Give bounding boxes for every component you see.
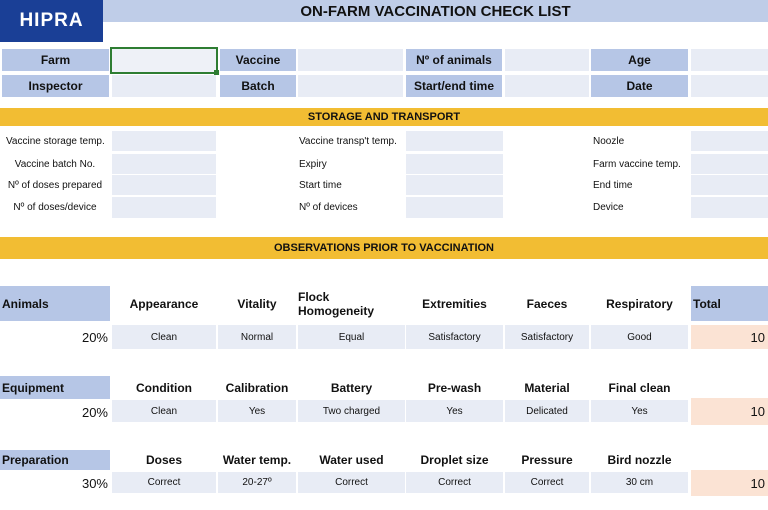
animals-label: Animals — [0, 286, 110, 321]
column-header: Final clean — [608, 380, 671, 395]
hipra-logo: HIPRA — [0, 0, 103, 42]
table-cell[interactable]: Normal — [218, 325, 296, 349]
column-header: Respiratory — [606, 296, 673, 311]
page-title: ON-FARM VACCINATION CHECK LIST — [103, 0, 768, 22]
date-label: Date — [591, 75, 688, 97]
storage-input[interactable] — [406, 175, 503, 195]
storage-label: End time — [593, 179, 633, 191]
preparation-label: Preparation — [0, 450, 110, 470]
table-cell[interactable]: Delicated — [505, 400, 589, 422]
storage-input[interactable] — [112, 175, 216, 195]
farm-input[interactable] — [110, 47, 218, 74]
num-animals-input[interactable] — [505, 49, 589, 71]
table-cell[interactable]: Yes — [406, 400, 503, 422]
inspector-input[interactable] — [112, 75, 216, 97]
vaccine-input[interactable] — [298, 49, 403, 71]
storage-input[interactable] — [112, 154, 216, 174]
column-header: Droplet size — [420, 453, 489, 467]
column-header: Vitality — [237, 296, 277, 311]
storage-input[interactable] — [691, 175, 768, 195]
storage-label: Farm vaccine temp. — [593, 158, 681, 170]
equipment-total[interactable]: 10 — [691, 398, 768, 425]
age-input[interactable] — [691, 49, 768, 71]
inspector-label: Inspector — [2, 75, 109, 97]
column-header: Water temp. — [222, 453, 292, 467]
storage-input[interactable] — [112, 197, 216, 218]
column-header: Bird nozzle — [607, 453, 672, 467]
column-header: Material — [524, 380, 570, 395]
preparation-percent: 30% — [81, 476, 108, 491]
storage-label: Nº of doses prepared — [7, 179, 103, 191]
column-header: Extremities — [422, 296, 487, 311]
observations-section-header: OBSERVATIONS PRIOR TO VACCINATION — [0, 237, 768, 259]
storage-input[interactable] — [112, 131, 216, 151]
column-header: Calibration — [225, 380, 289, 395]
start-end-time-input[interactable] — [505, 75, 589, 97]
table-cell[interactable]: Correct — [505, 472, 589, 493]
table-cell[interactable]: Clean — [112, 325, 216, 349]
start-end-time-label: Start/end time — [406, 75, 502, 97]
equipment-percent: 20% — [81, 404, 108, 420]
storage-section-header: STORAGE AND TRANSPORT — [0, 108, 768, 126]
age-label: Age — [591, 49, 688, 71]
column-header: Appearance — [129, 296, 199, 311]
table-cell[interactable]: Yes — [218, 400, 296, 422]
equipment-label: Equipment — [0, 376, 110, 399]
table-cell[interactable]: Correct — [406, 472, 503, 493]
storage-label: Start time — [299, 179, 342, 191]
storage-label: Device — [593, 202, 624, 213]
column-header: Condition — [136, 380, 192, 395]
batch-label: Batch — [220, 75, 296, 97]
farm-label: Farm — [2, 49, 109, 71]
column-header: Water used — [319, 453, 384, 467]
column-header: Flock Homogeneity — [298, 289, 375, 318]
storage-input[interactable] — [691, 197, 768, 218]
table-cell[interactable]: Satisfactory — [406, 325, 503, 349]
storage-input[interactable] — [691, 154, 768, 174]
table-cell[interactable]: Correct — [112, 472, 216, 493]
column-header: Pre-wash — [427, 380, 482, 395]
num-animals-label: Nº of animals — [406, 49, 502, 71]
table-cell[interactable]: Clean — [112, 400, 216, 422]
storage-label: Vaccine batch No. — [14, 158, 96, 170]
vaccine-label: Vaccine — [220, 49, 296, 71]
animals-total[interactable]: 10 — [691, 325, 768, 349]
storage-label: Vaccine transp't temp. — [299, 135, 397, 147]
column-header: Doses — [145, 453, 183, 467]
storage-label: Nº of devices — [299, 202, 358, 213]
storage-input[interactable] — [691, 131, 768, 151]
storage-label: Nº of doses/device — [13, 202, 97, 213]
animals-percent: 20% — [81, 329, 108, 345]
storage-label: Noozle — [593, 135, 625, 147]
batch-input[interactable] — [298, 75, 403, 97]
storage-input[interactable] — [406, 131, 503, 151]
table-cell[interactable]: Correct — [298, 472, 405, 493]
column-header: Pressure — [521, 453, 573, 467]
date-input[interactable] — [691, 75, 768, 97]
storage-label: Expiry — [299, 158, 327, 170]
storage-input[interactable] — [406, 197, 503, 218]
table-cell[interactable]: Equal — [298, 325, 405, 349]
table-cell[interactable]: Yes — [591, 400, 688, 422]
table-cell[interactable]: 30 cm — [591, 472, 688, 493]
table-cell[interactable]: Good — [591, 325, 688, 349]
storage-input[interactable] — [406, 154, 503, 174]
total-label: Total — [691, 286, 768, 321]
table-cell[interactable]: Two charged — [298, 400, 405, 422]
storage-label: Vaccine storage temp. — [6, 135, 105, 147]
column-header: Faeces — [526, 296, 568, 311]
table-cell[interactable]: 20-27º — [218, 472, 296, 493]
table-cell[interactable]: Satisfactory — [505, 325, 589, 349]
preparation-total[interactable]: 10 — [691, 470, 768, 496]
column-header: Battery — [330, 380, 373, 395]
